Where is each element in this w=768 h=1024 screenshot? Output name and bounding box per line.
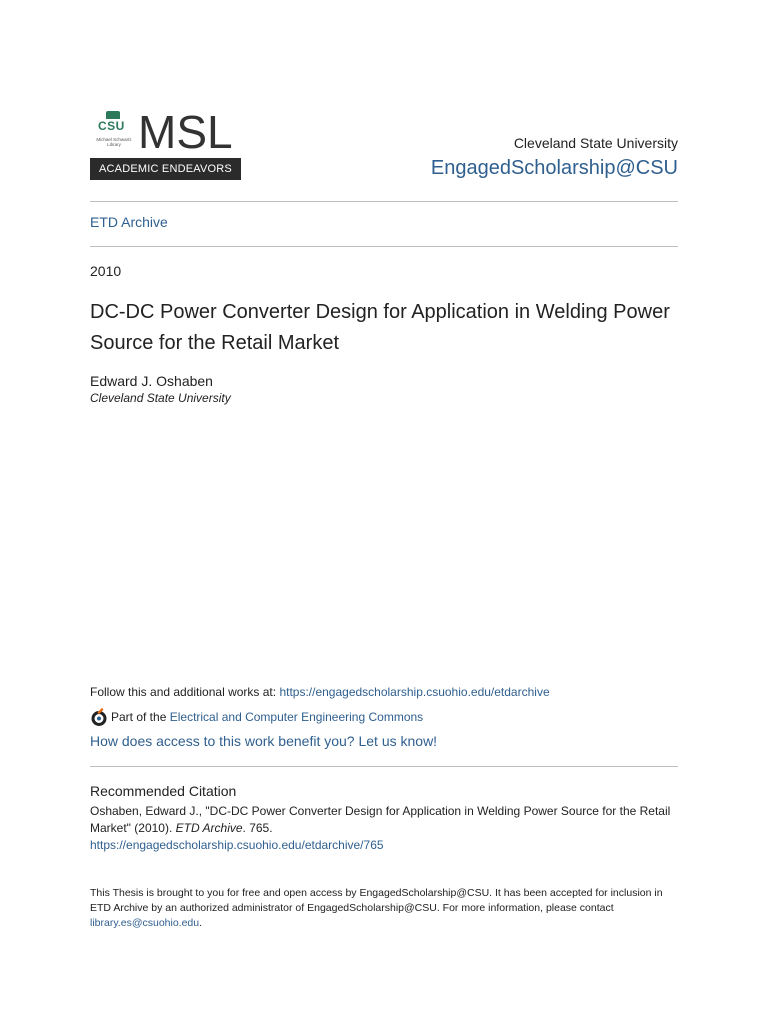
divider [90,246,678,247]
author-affiliation: Cleveland State University [90,391,231,405]
citation-url-link[interactable]: https://engagedscholarship.csuohio.edu/etdarchive/765 [90,838,384,852]
commons-link[interactable]: Electrical and Computer Engineering Commons [169,710,424,724]
divider [90,201,678,202]
logo-tagline: ACADEMIC ENDEAVORS [90,158,241,180]
follow-prefix: Follow this and additional works at: [90,685,280,699]
access-notice [90,886,680,931]
open-access-icon [90,708,108,726]
logo-csu-subtitle: Michael Schwartz Library [96,137,132,147]
divider [90,766,678,767]
citation-body: Oshaben, Edward J., "DC-DC Power Converter Design for Application in Welding Power Source for the Retail Market" (2010). [90,804,671,835]
logo-csu-text: CSU [98,119,125,133]
part-of-line [90,708,423,726]
citation-journal: ETD Archive [175,821,243,835]
follow-line [90,685,550,699]
logo-msl-text: MSL [138,106,233,158]
repository-link[interactable]: EngagedScholarship@CSU [430,157,678,179]
author-name: Edward J. Oshaben [90,373,213,389]
citation-heading: Recommended Citation [90,783,237,799]
part-of-prefix: Part of the [111,710,167,724]
publication-year: 2010 [90,263,122,279]
access-notice-text: This Thesis is brought to you for free and open access by EngagedScholarship@CSU. It has been accepted for inclusion in ETD Archive by an authorized administrator of EngagedScholarship@CSU. For more information, please contact [90,887,663,914]
feedback-link[interactable]: How does access to this work benefit you? Let us know! [90,733,438,749]
collection-link[interactable]: ETD Archive [90,214,168,230]
follow-link[interactable]: https://engagedscholarship.csuohio.edu/etdarchive [279,685,550,699]
msl-logo[interactable] [90,106,241,180]
access-notice-end: . [199,917,203,929]
citation-number: . 765. [242,821,273,835]
library-building-icon [106,111,120,119]
document-title: DC-DC Power Converter Design for Application in Welding Power Source for the Retail Market [90,301,670,354]
contact-email-link[interactable]: library.es@csuohio.edu [90,917,200,929]
institution-name: Cleveland State University [513,135,678,151]
citation-text [90,803,680,837]
